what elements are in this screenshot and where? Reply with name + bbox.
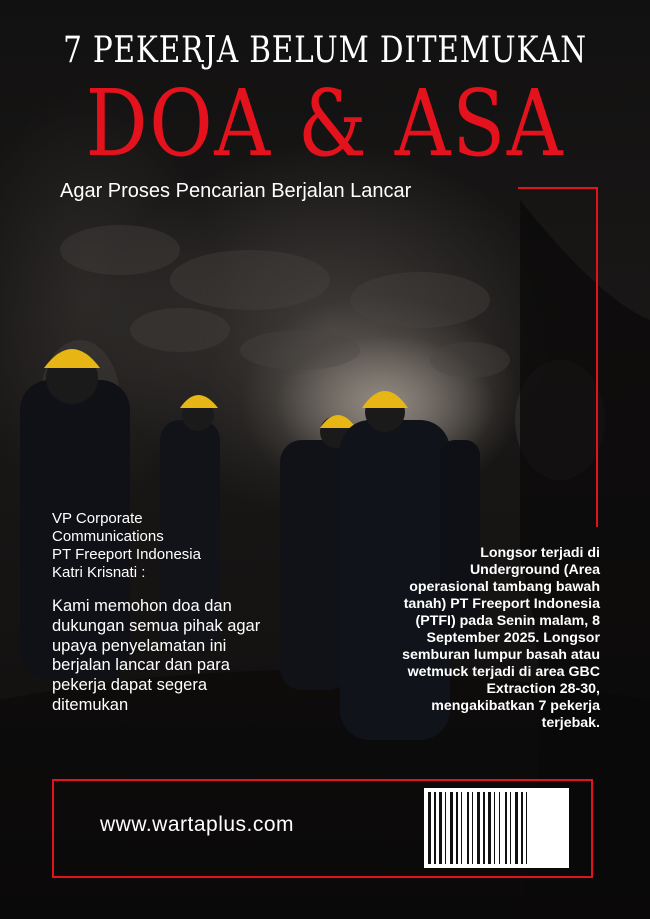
poster-subtitle: Agar Proses Pencarian Berjalan Lancar [60,180,412,202]
barcode-bar [488,792,491,864]
barcode-bar [483,792,485,864]
barcode-bar [450,792,453,864]
barcode-bar [472,792,473,864]
barcode-bar [477,792,480,864]
barcode-bar [445,792,446,864]
barcode-bar [428,792,431,864]
poster-title: DOA & ASA [85,70,565,177]
barcode-bar [439,792,442,864]
headline: 7 PEKERJA BELUM DITEMUKAN [63,30,587,71]
barcode-bar [467,792,469,864]
barcode-bar [515,792,518,864]
barcode-bar [526,792,527,864]
barcode-icon [424,788,569,868]
speaker-role: VP Corporate [52,510,143,527]
barcode-bar [494,792,495,864]
barcode-bar [510,792,511,864]
speaker-name: Katri Krisnati : [52,564,146,581]
barcode-bar [434,792,436,864]
speaker-attribution [52,510,252,582]
helmet-icon [180,395,218,408]
quote-text: Kami memohon doa dan dukungan semua pihak agar upaya penyelamatan ini berjalan lancar dan para pekerja dapat segera ditemukan [52,597,261,714]
speaker-company: PT Freeport Indonesia [52,546,201,563]
accent-line [518,187,598,189]
barcode-bar [456,792,458,864]
barcode-bar [499,792,500,864]
speaker-role: Communications [52,528,164,545]
barcode [424,788,569,868]
barcode-bar [521,792,523,864]
barcode-bar [461,792,462,864]
barcode-bar [505,792,507,864]
footer-box [52,779,593,878]
accent-line [596,187,598,527]
website-url[interactable]: www.wartaplus.com [100,813,295,836]
news-text: Longsor terjadi di Underground (Area operasional tambang bawah tanah) PT Freeport Indonesia (PTFI) pada Senin malam, 8 September 2025. Longsor semburan lumpur basah atau wetmuck terjadi di area GBC Extraction 28-30, mengakibatkan 7 pekerja terjebak. [402,545,600,732]
